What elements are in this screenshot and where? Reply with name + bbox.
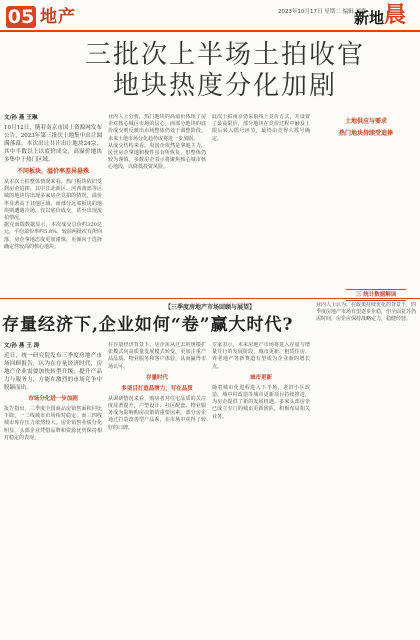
story2-right-tag: 三 统计数据解读: [346, 289, 406, 301]
story1-subhead-2: 土地供应与需求: [344, 118, 387, 125]
story2-subhead-3: 城市更新: [249, 374, 272, 381]
story2-body-4: 专家表示，未来房地产市场将进入存量与增量并行的发展阶段，城市更新、租赁住房、养老地产等新赛道有望成为企业新的增长点。: [212, 342, 310, 370]
logo-text-1: 新地: [354, 9, 385, 27]
story1-body-1: 从本次土拍整体情况来看，热门板块依旧受到房企追捧，其中江北新区、河西南部等区域的地块均出现多家房企竞拍的情况，溢价率显著高于其他区域。而部分远郊板块的地块则遭遇冷场，仅以底价成交，甚至出现流拍情况。: [4, 179, 102, 222]
story1-body-5: 此次土拍南京仍采取线上竞价方式，并设置了最高限价，部分地块在竞价过程中触及上限后转入摇号环节，最终由竞得人摇号确定。: [212, 114, 310, 142]
story2-body-6: 业内人士认为，在政策持续优化的背景下，四季度房地产市场有望逐步企稳，但全面复苏仍需时间，房企应保持战略定力，稳健经营。: [316, 302, 416, 323]
story1-subhead-2b: 热门地块持续受追捧: [338, 130, 393, 137]
story2-headline: 存量经济下,企业如何“卷”赢大时代?: [2, 315, 294, 335]
story1-headline-line2: 地块热度分化加剧: [112, 71, 337, 101]
story2-body-3: 从调研情况来看，购房者对住宅品质的关注度显著提升，户型设计、社区配套、物业服务成为影响购房决策的重要因素。部分房企通过打造改善型产品系，在市场中获得了较好的口碑。: [108, 395, 206, 431]
story1-headline: [80, 40, 370, 102]
story2-lead: 近日，统一研究院发布三季度房地产市场回顾报告，认为在存量经济时代，房地产企业需要加快转型升级，提升产品力与服务力，方能在激烈的市场竞争中脱颖而出。: [4, 353, 102, 391]
story1-column-3: [212, 114, 310, 296]
story2-column-1: [4, 342, 102, 636]
story1-headline-line1: 三批次上半场土拍收官: [84, 40, 365, 70]
story1-column-1: [4, 114, 102, 296]
newspaper-logo: [354, 3, 414, 29]
story2-subhead-2b: 多项目打造品牌力，写在品质: [121, 385, 193, 392]
story1-byline: 文/孙 燕 王琳: [4, 115, 38, 121]
story2-subhead-1: 市场分化进一步加剧: [28, 396, 78, 402]
story1-lead: 10月12日，随着南京市国土资源网发布公告，2023年第三批次土地集中出让圆满落幕。本次出让共计出让地块24宗，其中半数以上以底价成交，高溢价地块多集中于热门区域。: [4, 125, 102, 163]
story2-body-1: 报告指出，三季度全国商品房销售面积同比下降，一二线城市市场相对稳定，而三四线城市库存压力依然较大。房企销售业绩分化明显，头部企业凭借品牌和资源优势保持相对稳定的表现。: [4, 406, 102, 441]
story2-byline: 文/孙 燕 王 涛: [4, 343, 40, 349]
header-rule: [0, 30, 420, 32]
story2-subhead-2: 存量时代: [145, 374, 168, 381]
story1-body-4: 从成交结构来看，央国企依然是拿地主力，民营房企拿地积极性虽有所恢复，但整体仍较为谨慎。多数房企表示将聚焦核心城市核心地段，以降低投资风险。: [108, 142, 206, 171]
logo-text-2: 晨: [384, 2, 407, 28]
story2-column-4: [316, 302, 416, 636]
story2-column-2: [108, 342, 206, 636]
story2-body-2: 在存量经济背景下，房企需从过去的规模扩张模式向高质量发展模式转变，更加注重产品品质、物业服务和客户体验，从而赢得市场认可。: [108, 342, 206, 370]
story2-body-5: 随着城市化进程进入下半场，老旧小区改造、城中村改造等城市更新项目持续推进，为房企提供了新的发展机遇。多家头部房企已成立专门的城市更新团队，积极布局相关业务。: [212, 384, 310, 420]
story1-body-3: 业内人士分析，热门地块的高溢价体现了房企对核心城区市场的信心，而部分地块的底价成交则反映出市场整体仍处于调整阶段。未来土地市场分化趋势或将进一步加剧。: [108, 114, 206, 142]
story2-column-3: [212, 342, 310, 636]
story1-column-2: [108, 114, 206, 296]
section-name: 地产: [40, 7, 76, 27]
story1-subhead-1: 不同板块，溢价率差异悬殊: [16, 168, 89, 175]
page-header: [0, 0, 420, 34]
story1-column-4: [316, 114, 416, 286]
issue-date: 2023年10月17日 星期二 编辑 刘鑫: [278, 9, 367, 15]
story1-body-2: 据克而瑞数据显示，本次成交总价约320亿元，平均溢价率约5.8%，较前两批次有所回落。房企拿地态度更加谨慎，更倾向于选择确定性较高的核心地块。: [4, 222, 102, 250]
story2-kicker: 【三季度房地产市场回顾与展望】: [164, 304, 255, 311]
section-number: 05: [7, 6, 35, 28]
